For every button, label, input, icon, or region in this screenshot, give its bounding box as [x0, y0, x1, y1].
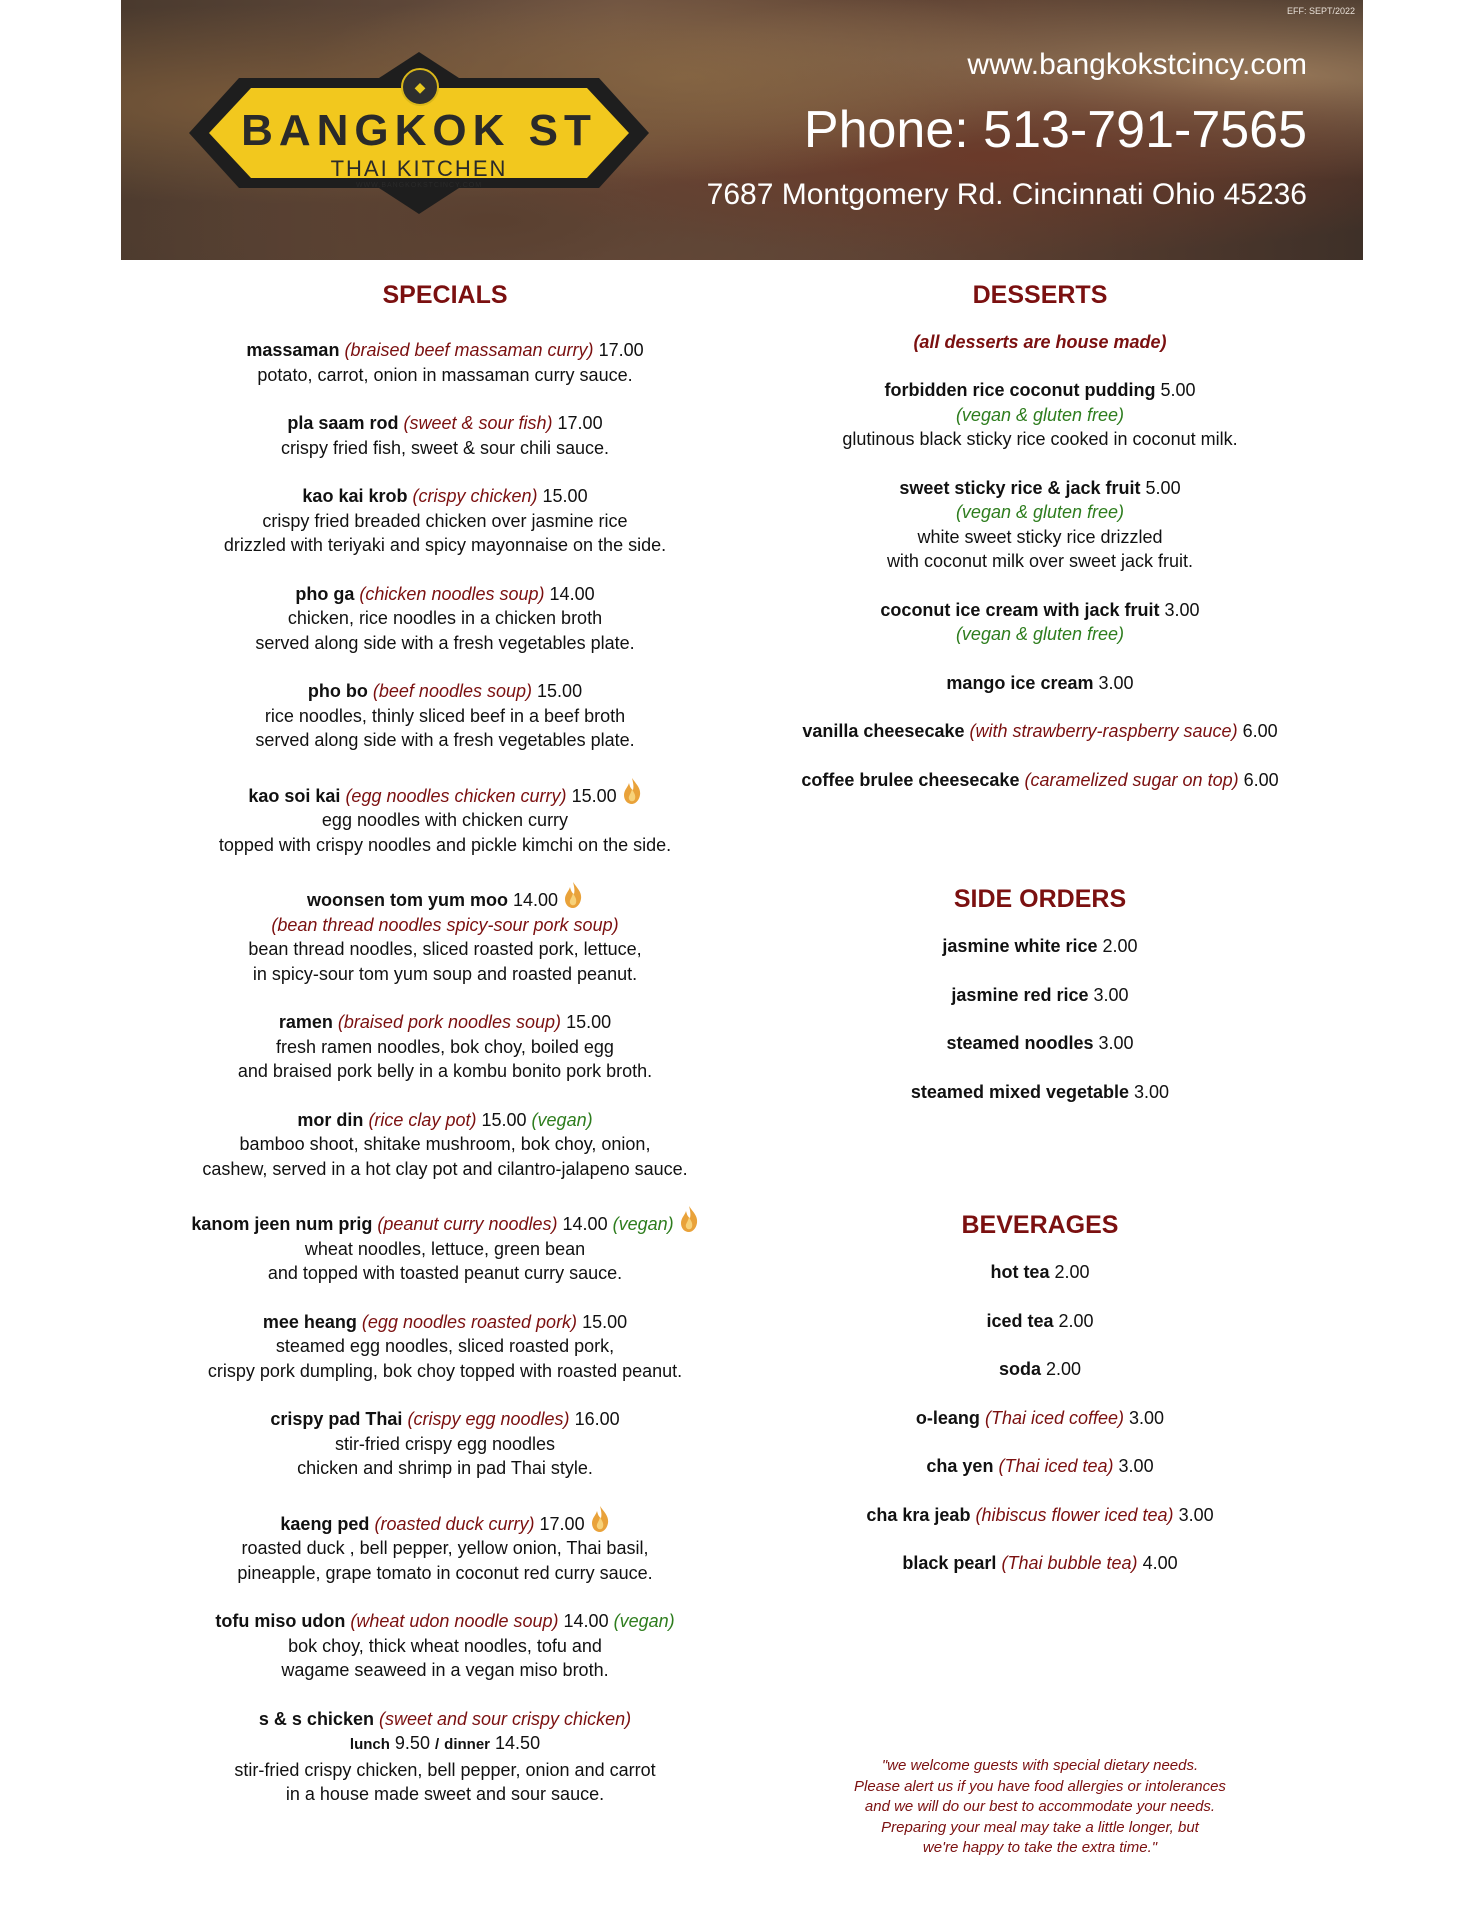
item-title-line [800, 378, 1280, 403]
item-title-line [800, 1454, 1280, 1479]
item-description: steamed egg noodles, sliced roasted pork, [275, 1336, 615, 1356]
item-description: stir-fried crispy egg noodles [334, 1433, 556, 1454]
specials-section [170, 276, 720, 1807]
menu-item [170, 1407, 720, 1481]
item-description: and topped with toasted peanut curry sauce. [267, 1263, 623, 1283]
logo-subtitle: THAI KITCHEN [330, 156, 508, 181]
item-title-line [800, 719, 1280, 744]
item-title-line [800, 1260, 1280, 1285]
item-title-line [170, 881, 720, 913]
item-price: 3.00 [1134, 1081, 1170, 1102]
item-title-line [800, 1031, 1280, 1056]
item-price: 14.00 [549, 583, 595, 604]
item-price: 2.00 [1102, 936, 1138, 956]
item-title-line [800, 983, 1280, 1008]
logo [169, 48, 669, 218]
item-title-line [800, 768, 1280, 793]
item-title-line [800, 934, 1280, 959]
dinner-price: 14.50 [495, 1733, 541, 1753]
item-name: pho bo [307, 681, 368, 701]
item-english: (peanut curry noodles) [377, 1214, 558, 1234]
item-price: 17.00 [539, 1513, 585, 1534]
item-name: sweet sticky rice & jack fruit [899, 477, 1141, 498]
item-description: potato, carrot, onion in massaman curry sauce. [257, 364, 633, 385]
item-price: 15.00 [566, 1012, 612, 1032]
right-column [800, 276, 1280, 1576]
logo-title: BANGKOK ST [241, 106, 597, 155]
item-name: forbidden rice coconut pudding [884, 380, 1156, 400]
menu-item [800, 1406, 1280, 1431]
item-title-line [170, 1707, 720, 1732]
item-english: (sweet & sour fish) [403, 413, 553, 433]
menu-item [800, 1357, 1280, 1382]
notice-line: and we will do our best to accommodate your needs. [864, 1798, 1216, 1815]
item-english: (egg noodles roasted pork) [361, 1311, 578, 1332]
item-description: chicken, rice noodles in a chicken broth [287, 608, 603, 628]
item-title-line [800, 1406, 1280, 1431]
item-name: tofu miso udon [215, 1611, 346, 1631]
item-title-line [800, 671, 1280, 696]
item-description: pineapple, grape tomato in coconut red curry sauce. [237, 1562, 653, 1583]
item-name: hot tea [990, 1262, 1050, 1282]
item-price: 2.00 [1058, 1310, 1094, 1331]
sides-title: SIDE ORDERS [953, 885, 1127, 913]
flame-icon [590, 1505, 610, 1533]
item-price: 3.00 [1118, 1456, 1154, 1476]
item-name: kao soi kai [248, 785, 341, 806]
menu-item [800, 1503, 1280, 1528]
item-english: (bean thread noodles spicy-sour pork soup) [271, 914, 619, 935]
item-name: massaman [246, 340, 340, 360]
item-description: in spicy-sour tom yum soup and roasted peanut. [252, 963, 638, 984]
item-name: mango ice cream [946, 672, 1094, 693]
item-description: rice noodles, thinly sliced beef in a beef broth [264, 705, 626, 726]
item-price: 17.00 [598, 340, 644, 360]
menu-item [170, 1707, 720, 1807]
item-title-line [170, 1310, 720, 1335]
item-english: (caramelized sugar on top) [1024, 769, 1239, 790]
menu-item [170, 582, 720, 656]
item-name: cha yen [926, 1456, 994, 1476]
item-price: 14.00 [512, 890, 559, 910]
item-description: crispy pork dumpling, bok choy topped with roasted peanut. [207, 1360, 683, 1381]
item-description: crispy fried fish, sweet & sour chili sauce. [280, 437, 610, 458]
item-english: (roasted duck curry) [374, 1513, 535, 1534]
dinner-label: dinner [444, 1736, 491, 1753]
price-separator: / [434, 1736, 440, 1753]
item-description: served along side with a fresh vegetables plate. [255, 730, 635, 750]
item-english: (Thai bubble tea) [1001, 1553, 1138, 1573]
item-title-line [170, 1205, 720, 1237]
item-name: soda [998, 1359, 1041, 1379]
header-banner [121, 0, 1363, 260]
item-name: vanilla cheesecake [802, 721, 965, 741]
desserts-title: DESSERTS [972, 281, 1108, 309]
item-description: roasted duck , bell pepper, yellow onion, Thai basil, [241, 1538, 649, 1558]
item-name: cha kra jeab [866, 1504, 971, 1525]
item-title-line [170, 1010, 720, 1035]
menu-item [170, 1010, 720, 1084]
item-title-line [800, 476, 1280, 501]
item-title-line [170, 484, 720, 509]
item-description: glutinous black sticky rice cooked in coconut milk. [842, 429, 1238, 449]
item-title-line [170, 1505, 720, 1537]
item-title-line [800, 1503, 1280, 1528]
item-price: 3.00 [1093, 984, 1129, 1005]
beverages-list [800, 1260, 1280, 1576]
item-name: pla saam rod [287, 413, 399, 433]
item-english: (braised beef massaman curry) [344, 340, 594, 360]
item-price: 3.00 [1178, 1504, 1214, 1525]
item-name: mor din [297, 1109, 364, 1130]
dietary-notice [820, 1756, 1260, 1859]
item-description: bamboo shoot, shitake mushroom, bok choy, onion, [239, 1134, 651, 1154]
effective-date: EFF: SEPT/2022 [1286, 6, 1355, 16]
item-name: kao kai krob [302, 486, 408, 506]
item-price: 14.00 [563, 1611, 609, 1631]
item-title-line [170, 1407, 720, 1432]
menu-item [170, 1505, 720, 1586]
item-price: 6.00 [1242, 721, 1278, 741]
item-price: 3.00 [1098, 1033, 1134, 1053]
item-description: white sweet sticky rice drizzled [917, 526, 1163, 547]
item-price: 2.00 [1045, 1359, 1082, 1379]
item-description: with coconut milk over sweet jack fruit. [886, 551, 1194, 571]
item-name: crispy pad Thai [270, 1409, 403, 1429]
item-name: pho ga [295, 583, 355, 604]
address: 7687 Montgomery Rd. Cincinnati Ohio 45236 [706, 178, 1307, 211]
item-price: 15.00 [571, 785, 617, 806]
vegan-tag: (vegan) [613, 1611, 675, 1631]
item-name: jasmine white rice [942, 936, 1098, 956]
flame-icon [563, 881, 583, 909]
vegan-tag: (vegan & gluten free) [955, 502, 1125, 522]
menu-item [800, 1260, 1280, 1285]
item-english: (chicken noodles soup) [359, 583, 545, 604]
item-english: (with strawberry-raspberry sauce) [969, 721, 1238, 741]
menu-item [170, 484, 720, 558]
specials-title: SPECIALS [382, 281, 508, 309]
menu-item [800, 671, 1280, 696]
item-description: served along side with a fresh vegetables plate. [255, 632, 635, 653]
lunch-label: lunch [349, 1736, 390, 1753]
item-description: crispy fried breaded chicken over jasmine rice [262, 510, 628, 531]
item-description: and braised pork belly in a kombu bonito pork broth. [237, 1061, 653, 1081]
menu-item [170, 679, 720, 753]
menu-item [800, 378, 1280, 452]
notice-line: "we welcome guests with special dietary needs. [881, 1757, 1199, 1774]
item-title-line [170, 1609, 720, 1634]
item-description: fresh ramen noodles, bok choy, boiled egg [276, 1036, 614, 1057]
item-name: kanom jeen num prig [191, 1214, 373, 1234]
item-english: (braised pork noodles soup) [337, 1012, 562, 1032]
notice-line: Please alert us if you have food allergies or intolerances [854, 1777, 1226, 1795]
menu-item [170, 1310, 720, 1384]
menu-item [170, 777, 720, 858]
sides-list [800, 934, 1280, 1104]
item-title-line [170, 582, 720, 607]
item-english: (egg noodles chicken curry) [345, 785, 567, 806]
item-name: s & s chicken [258, 1708, 374, 1729]
item-english: (rice clay pot) [368, 1109, 477, 1130]
item-description: chicken and shrimp in pad Thai style. [297, 1458, 593, 1478]
menu-item [800, 1454, 1280, 1479]
tuk-tuk-icon: ◆ [401, 68, 439, 106]
item-title-line [800, 1357, 1280, 1382]
item-price: 4.00 [1142, 1553, 1178, 1573]
lunch-price: 9.50 [394, 1733, 430, 1753]
menu-item [800, 1309, 1280, 1334]
item-description: bok choy, thick wheat noodles, tofu and [288, 1635, 602, 1656]
item-name: ramen [278, 1012, 333, 1032]
menu-item [170, 881, 720, 986]
vegan-tag: (vegan & gluten free) [955, 404, 1125, 425]
menu-item [800, 983, 1280, 1008]
item-price: 15.00 [537, 681, 583, 701]
item-description: wheat noodles, lettuce, green bean [304, 1238, 586, 1259]
item-english: (Thai iced tea) [998, 1456, 1114, 1476]
notice-line: Preparing your meal may take a little longer, but [881, 1818, 1199, 1836]
item-english: (sweet and sour crispy chicken) [378, 1708, 632, 1729]
desserts-list [800, 378, 1280, 792]
menu-item [800, 719, 1280, 744]
item-name: woonsen tom yum moo [306, 890, 508, 910]
item-english: (wheat udon noodle soup) [350, 1611, 559, 1631]
item-price: 3.00 [1129, 1407, 1165, 1428]
item-description: topped with crispy noodles and pickle kimchi on the side. [218, 834, 672, 855]
logo-url: WWW.BANGKOKSTCINCY.COM [355, 182, 483, 189]
menu-item [170, 411, 720, 460]
item-price: 15.00 [582, 1311, 628, 1332]
item-name: coconut ice cream with jack fruit [880, 599, 1160, 620]
item-price: 2.00 [1054, 1262, 1090, 1282]
item-title-line [170, 411, 720, 436]
menu-item [800, 476, 1280, 574]
item-price: 16.00 [574, 1409, 620, 1429]
specials-list [170, 338, 720, 1807]
item-price: 14.00 [562, 1214, 608, 1234]
item-price: 5.00 [1160, 380, 1196, 400]
menu-item [800, 1080, 1280, 1105]
item-price-line [170, 1731, 720, 1758]
menu-item [170, 1108, 720, 1182]
item-name: o-leang [915, 1407, 980, 1428]
item-description: egg noodles with chicken curry [321, 810, 569, 830]
notice-line: we're happy to take the extra time." [922, 1839, 1158, 1856]
item-english: (hibiscus flower iced tea) [975, 1504, 1174, 1525]
vegan-tag: (vegan) [612, 1214, 674, 1234]
item-name: mee heang [262, 1311, 357, 1332]
item-description: in a house made sweet and sour sauce. [285, 1784, 605, 1804]
desserts-note: (all desserts are house made) [913, 332, 1167, 352]
item-title-line [170, 1108, 720, 1133]
item-description: stir-fried crispy chicken, bell pepper, onion and carrot [234, 1759, 656, 1780]
item-price: 15.00 [481, 1109, 527, 1130]
item-name: jasmine red rice [951, 984, 1089, 1005]
item-english: (beef noodles soup) [372, 681, 533, 701]
menu-item [800, 598, 1280, 647]
item-price: 3.00 [1164, 599, 1200, 620]
item-title-line [170, 679, 720, 704]
item-title-line [800, 1551, 1280, 1576]
item-description: bean thread noodles, sliced roasted pork, lettuce, [248, 939, 642, 959]
menu-item [800, 768, 1280, 793]
item-price: 5.00 [1145, 477, 1181, 498]
item-name: steamed noodles [946, 1033, 1094, 1053]
menu-item [800, 934, 1280, 959]
item-name: kaeng ped [280, 1513, 370, 1534]
menu-item [170, 1609, 720, 1683]
menu-item [800, 1551, 1280, 1576]
item-name: iced tea [986, 1310, 1054, 1331]
item-title-line [800, 1080, 1280, 1105]
item-title-line [800, 598, 1280, 623]
item-name: steamed mixed vegetable [910, 1081, 1130, 1102]
item-description: wagame seaweed in a vegan miso broth. [281, 1660, 609, 1680]
menu-item [170, 338, 720, 387]
item-description: cashew, served in a hot clay pot and cilantro-jalapeno sauce. [202, 1158, 688, 1179]
website-link[interactable]: www.bangkokstcincy.com [967, 48, 1307, 81]
item-price: 6.00 [1243, 769, 1279, 790]
flame-icon [679, 1205, 699, 1233]
phone-number[interactable]: Phone: 513-791-7565 [803, 101, 1307, 159]
vegan-tag: (vegan) [531, 1109, 593, 1130]
item-price: 17.00 [557, 413, 603, 433]
item-name: coffee brulee cheesecake [801, 769, 1020, 790]
item-english: (Thai iced coffee) [984, 1407, 1125, 1428]
menu-item [800, 1031, 1280, 1056]
item-english: (crispy chicken) [412, 486, 538, 506]
item-price: 15.00 [542, 486, 588, 506]
menu-item [170, 1205, 720, 1286]
flame-icon [622, 777, 642, 805]
vegan-tag: (vegan & gluten free) [955, 624, 1125, 644]
item-english: (crispy egg noodles) [407, 1409, 570, 1429]
beverages-title: BEVERAGES [961, 1211, 1119, 1239]
item-title-line [170, 777, 720, 809]
item-title-line [170, 338, 720, 363]
item-description: drizzled with teriyaki and spicy mayonnaise on the side. [223, 535, 667, 555]
item-title-line [800, 1309, 1280, 1334]
item-name: black pearl [902, 1553, 997, 1573]
item-price: 3.00 [1098, 672, 1134, 693]
